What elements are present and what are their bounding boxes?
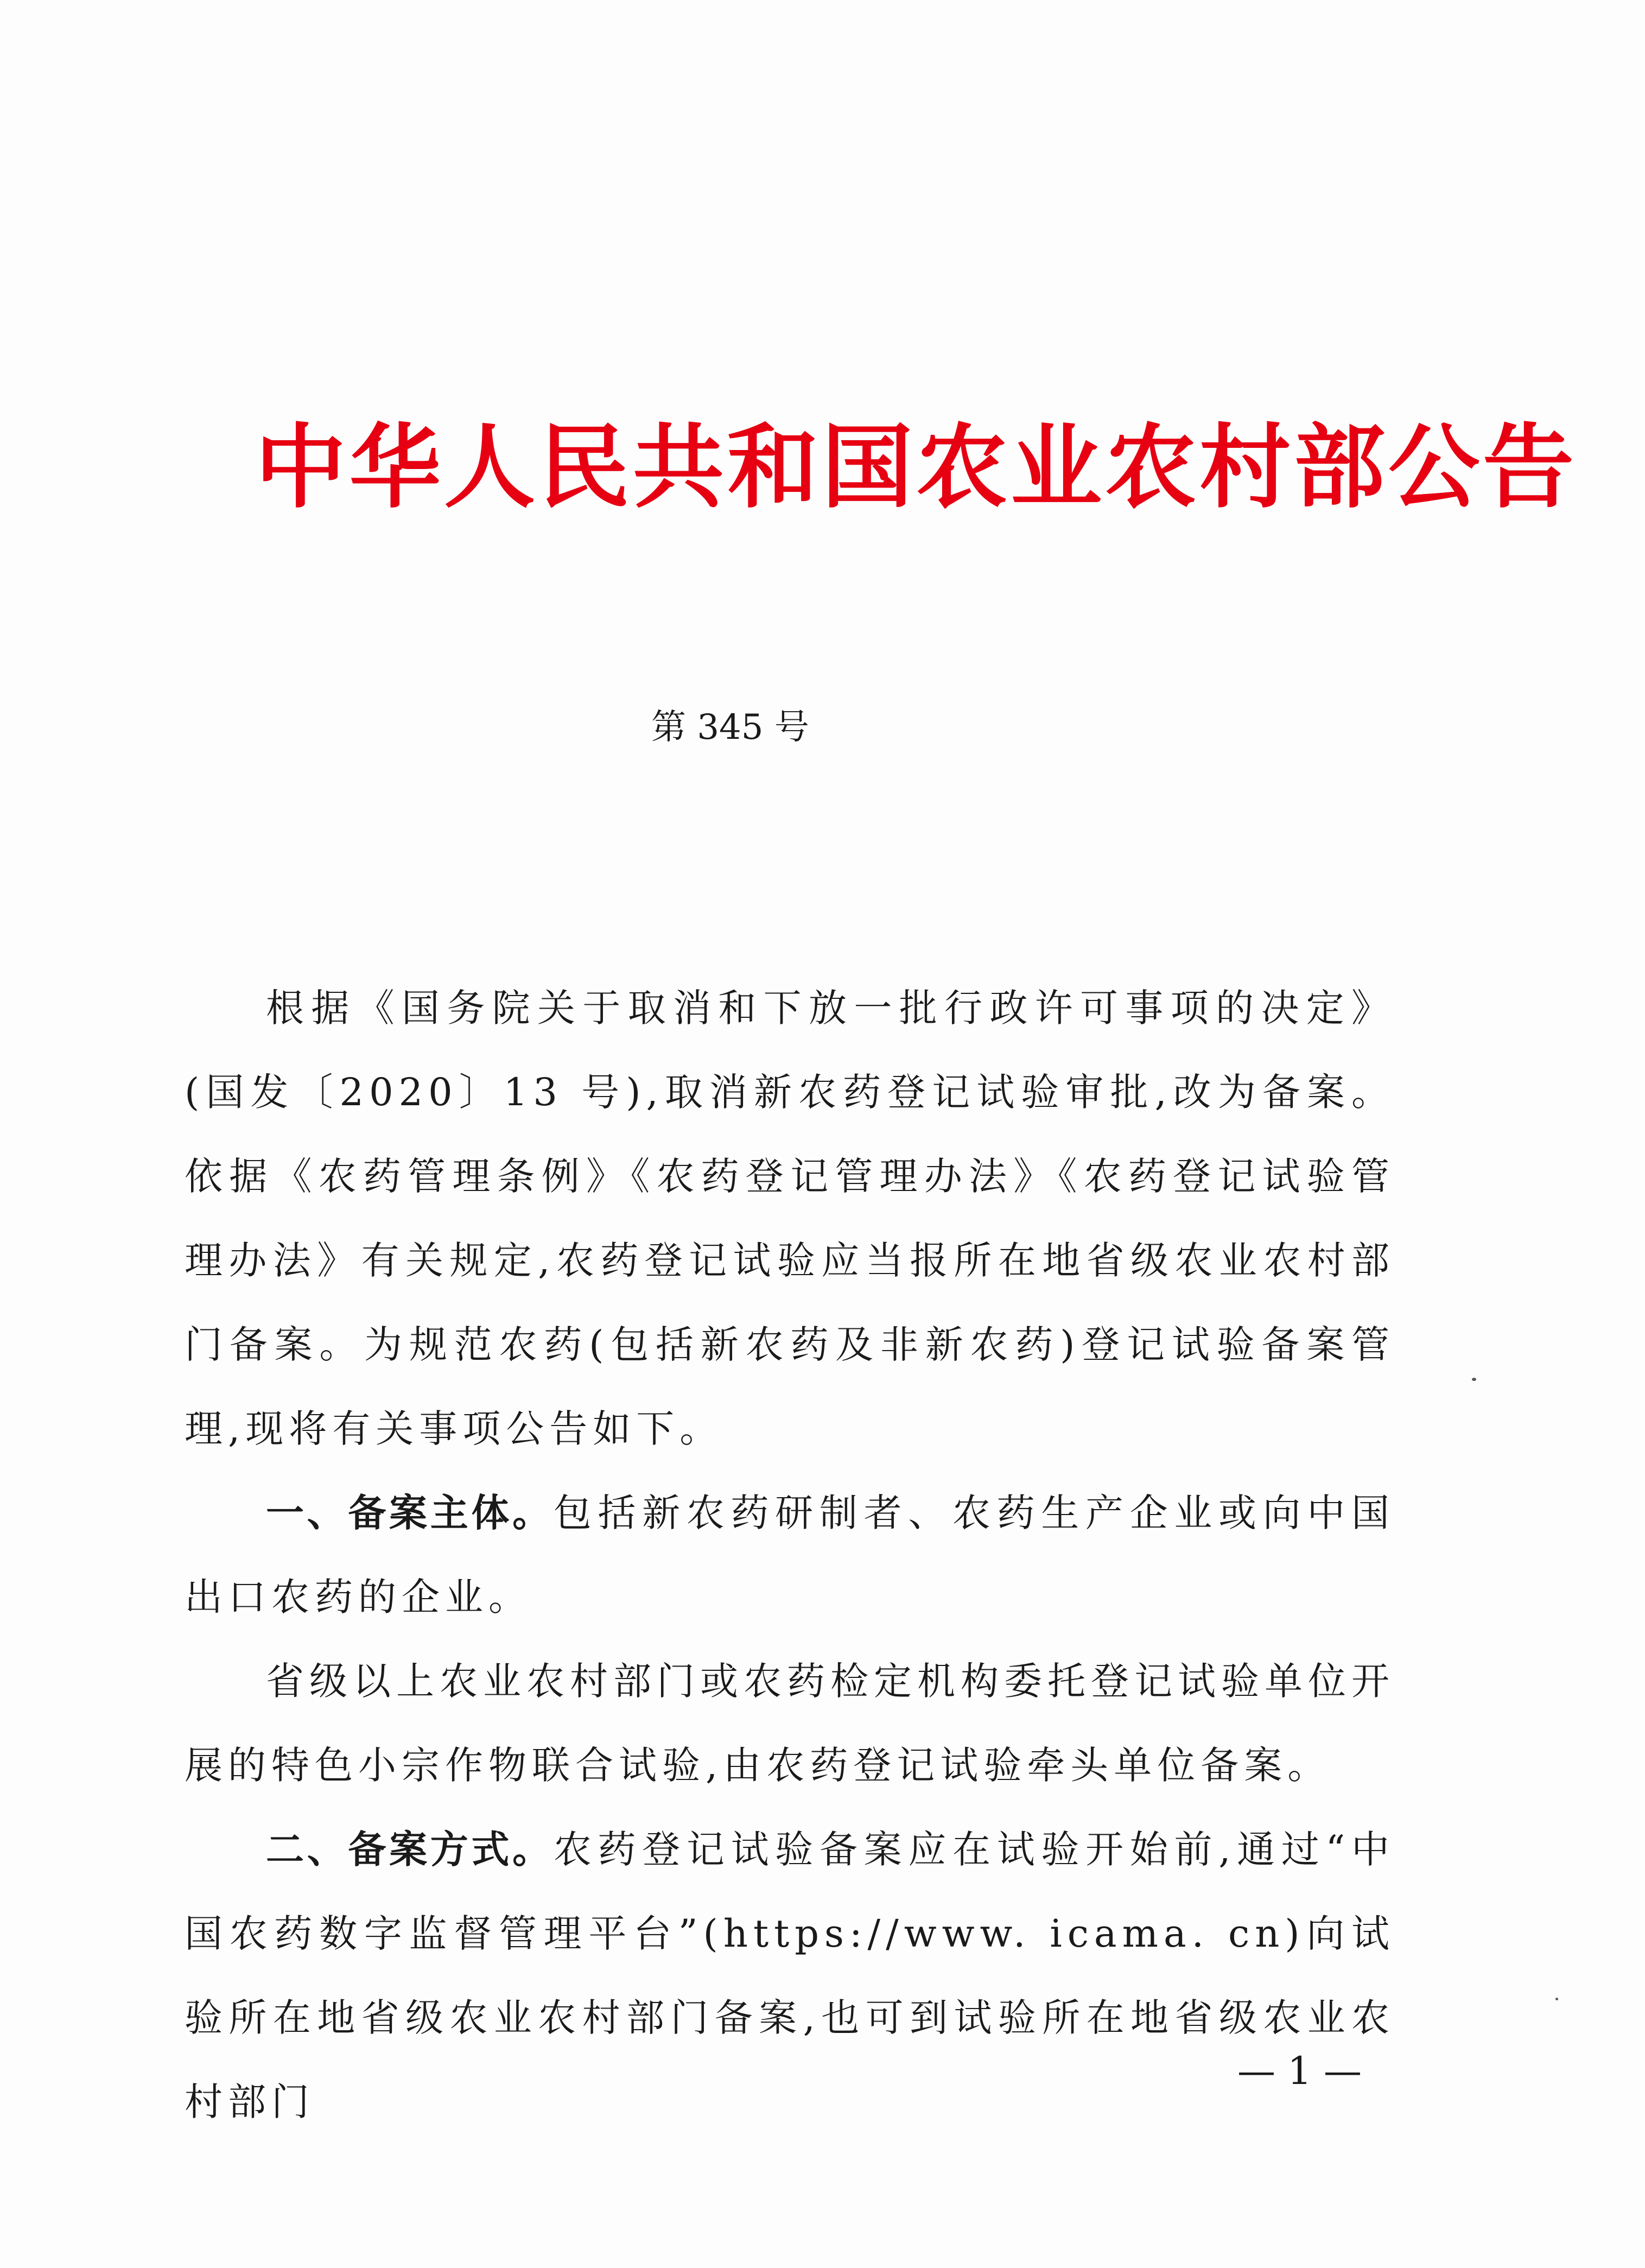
announcement-title: 中华人民共和国农业农村部公告	[255, 413, 1577, 521]
section-1-heading: 一、备案主体。	[266, 1491, 554, 1535]
paragraph-section-1-note	[185, 1639, 1395, 1808]
paragraph-intro	[185, 966, 1395, 1471]
document-number: 第 345 号	[651, 707, 809, 747]
paragraph-section-2	[185, 1808, 1395, 2144]
page-number: — 1 —	[1237, 2049, 1362, 2093]
section-1-note-text: 省级以上农业农村部门或农药检定机构委托登记试验单位开展的特色小宗作物联合试验,由农药登记试验牵头单位备案。	[185, 1659, 1395, 1788]
section-2-text: 农药登记试验备案应在试验开始前,通过“中国农药数字监督管理平台”(https://www. icama. cn)向试验所在地省级农业农村部门备案,也可到试验所在地省级农业农村部门	[185, 1827, 1395, 2124]
document-body	[185, 966, 1395, 2144]
scan-speck	[1472, 1378, 1476, 1381]
paragraph-intro-text: 根据《国务院关于取消和下放一批行政许可事项的决定》(国发〔2020〕13 号),取消新农药登记试验审批,改为备案。依据《农药管理条例》《农药登记管理办法》《农药登记试验管理办法》有关规定,农药登记试验应当报所在地省级农业农村部门备案。为规范农药(包括新农药及非新农药)登记试验备案管理,现将有关事项公告如下。	[185, 986, 1395, 1451]
scan-speck	[1555, 1998, 1558, 2000]
section-1-text: 包括新农药研制者、农药生产企业或向中国出口农药的企业。	[185, 1491, 1395, 1619]
section-2-heading: 二、备案方式。	[266, 1827, 554, 1872]
paragraph-section-1	[185, 1471, 1395, 1639]
